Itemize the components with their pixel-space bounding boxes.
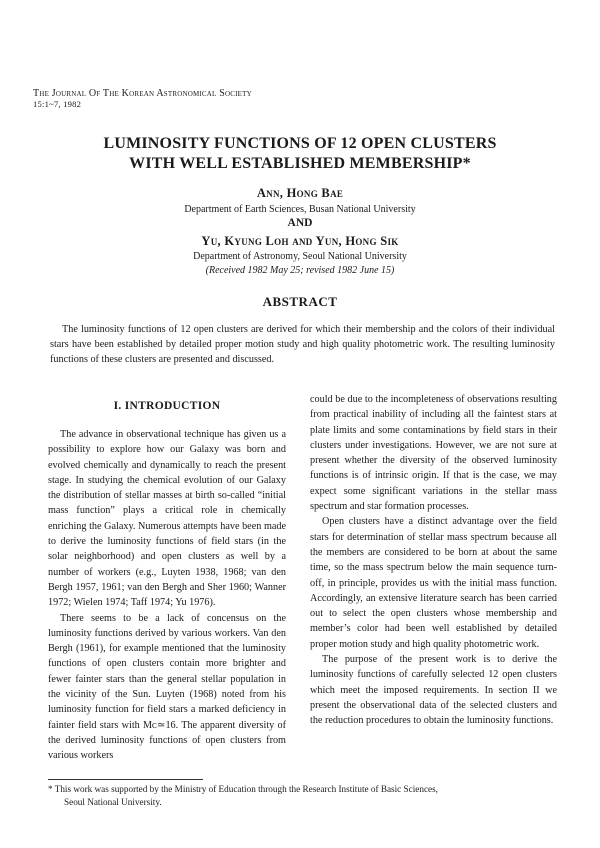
abstract-heading: ABSTRACT [262, 294, 338, 309]
title-line-1: LUMINOSITY FUNCTIONS OF 12 OPEN CLUSTERS [103, 135, 497, 152]
first-affiliation: Department of Earth Sciences, Busan National University [184, 204, 416, 215]
footnote-rule [48, 779, 203, 780]
section-heading: I. INTRODUCTION [113, 400, 221, 412]
intro-paragraph-1: The advance in observational technique has given us a possibility to explore how our Galaxy was born and evolved chemically and dynamically to reach the present stage. In studying the chemical evolution of our Galaxy the distribution of stellar masses at birth so-called “initial mass function” plays a critical role in chemically enriching the Galaxy. Numerous attempts have been made to derive the luminosity functions of field stars (in the solar neighborhood) and open clusters as well by a number of workers (e.g., Luyten 1938, 1968; van den Bergh 1957, 1961; van den Bergh and Sher 1960; Wanner 1972; Wielen 1974; Taff 1974; Yu 1976). [48, 429, 286, 609]
intro-paragraph-4: The purpose of the present work is to derive the luminosity functions of carefully selected 12 open clusters which meet the imposed requirements. In section II we present the observational data of the selected clusters and the reduction procedures to obtain the luminosity functions. [310, 654, 557, 727]
intro-paragraph-continued: could be due to the incompleteness of observations resulting from practical inability of including all the faintest stars at plate limits and some contaminations by field stars in their clusters under investigations. However, we are not sure at present whether the diversity of the observed luminosity functions is of intrinsic origin. If that is the case, we may expect some significant variations in the stellar mass spectrum and star formation processes. [310, 394, 557, 513]
intro-paragraph-2: There seems to be a lack of concensus on the luminosity functions derived by various workers. Van den Bergh (1961), for example mentioned that the luminosity functions of open clusters contain more brighter and fewer fainter stars than the general stellar population in the vicinity of the Sun. Luyten (1968) noted from his luminosity function for field stars a marked deficiency in fainter field stars with Mᴄ≃16. The apparent diversity of the derived luminosity functions of open clusters from various workers [48, 612, 286, 762]
intro-paragraph-3: Open clusters have a distinct advantage over the field stars for determination of stellar mass spectrum because all the members are considered to be born at about the same time, so the mass spectrum below the main sequence turn-off, in principle, provides us with the initial mass function. Accordingly, an extensive literature search has been carried out to select the open clusters whose membership and member’s color had been well established by detailed proper motion study and high quality photometric work. [310, 516, 557, 650]
footnote-line-1: * This work was supported by the Ministry of Education through the Research Institute of Basic Sciences, [48, 784, 438, 794]
second-authors: Yu, Kyung Loh and Yun, Hong Sik [201, 234, 399, 248]
column-right [310, 392, 557, 729]
abstract-text: The luminosity functions of 12 open clusters are derived for which their membership and the colors of their individual stars have been established by detailed proper motion study and high quality photometric work. The resulting luminosity functions of these clusters are presented and discussed. [50, 324, 555, 366]
paper-title [60, 134, 540, 174]
journal-citation: 15:1~7, 1982 [33, 99, 82, 109]
footnote-line-2: Seoul National University. [64, 797, 162, 807]
journal-header [33, 88, 252, 110]
first-author: Ann, Hong Bae [256, 186, 344, 200]
column-left [48, 427, 286, 764]
second-affiliation: Department of Astronomy, Seoul National University [193, 251, 407, 262]
author-conjunction: AND [287, 217, 313, 229]
journal-name: The Journal Of The Korean Astronomical Society [33, 88, 252, 99]
title-line-2: WITH WELL ESTABLISHED MEMBERSHIP* [129, 155, 471, 172]
footnote [48, 783, 563, 809]
received-dates: (Received 1982 May 25; revised 1982 June 15) [205, 265, 395, 276]
